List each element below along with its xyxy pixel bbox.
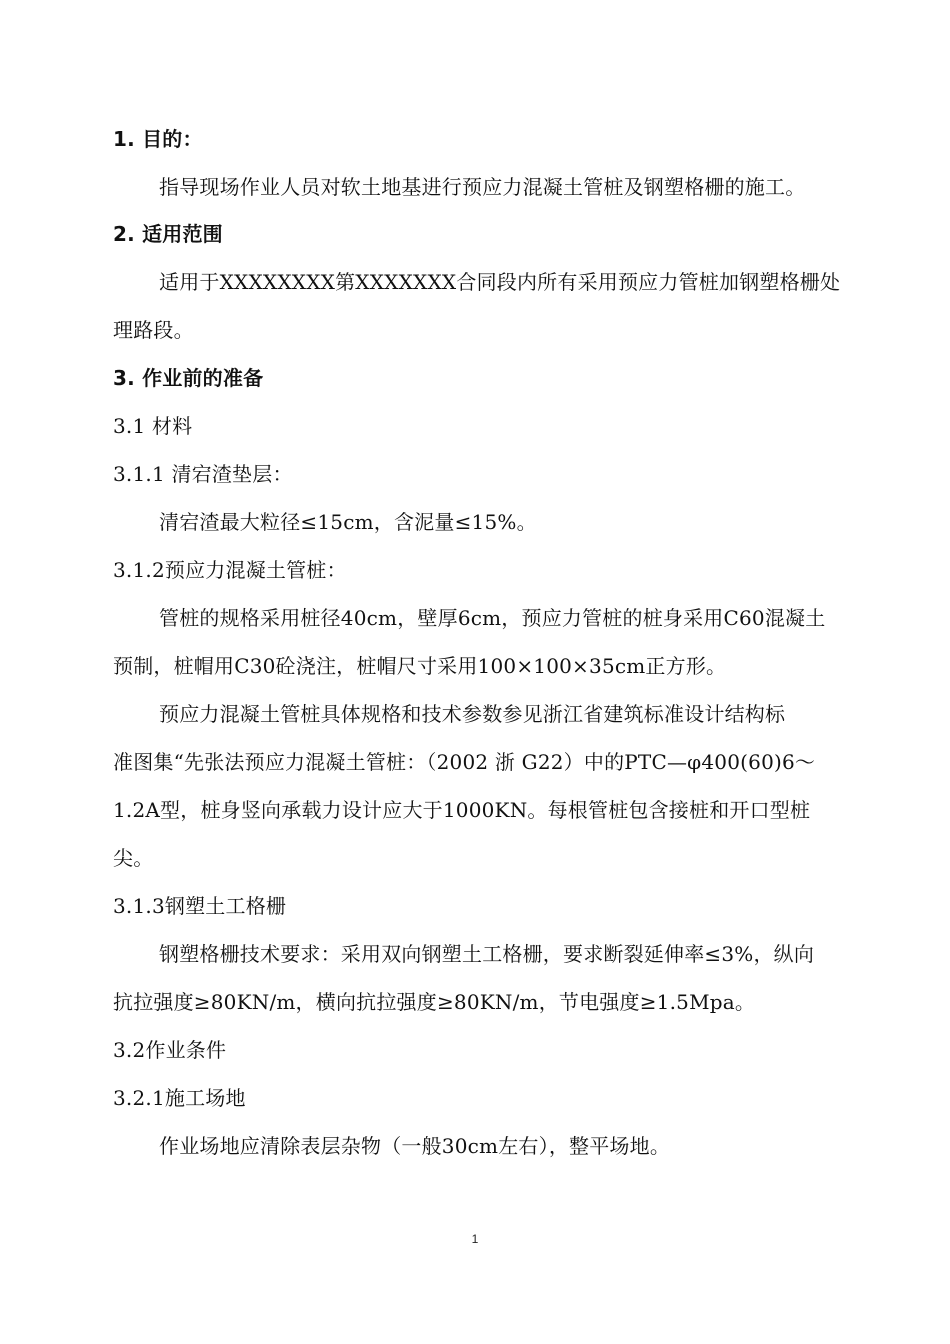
subsection-3-1-3-heading: 3.1.3钢塑土工格栅 [113, 894, 287, 918]
page-number: 1 [471, 1232, 479, 1246]
pipe-pile-spec-line-2: 预制，桩帽用C30砼浇注，桩帽尺寸采用100×100×35cm正方形。 [113, 654, 727, 678]
subsection-3-1-1-paragraph: 清宕渣最大粒径≤15cm，含泥量≤15%。 [159, 510, 537, 534]
pipe-pile-spec-line-1: 管桩的规格采用桩径40cm，壁厚6cm，预应力管桩的桩身采用C60混凝土 [159, 606, 826, 630]
subsection-3-2-heading: 3.2作业条件 [113, 1038, 227, 1062]
site-prep-paragraph: 作业场地应清除表层杂物（一般30cm左右），整平场地。 [159, 1134, 671, 1158]
pipe-pile-params-line-3: 1.2A型，桩身竖向承载力设计应大于1000KN。每根管桩包含接桩和开口型桩 [113, 798, 811, 822]
subsection-3-1-2-heading: 3.1.2预应力混凝土管桩： [113, 558, 347, 582]
pipe-pile-params-line-1: 预应力混凝土管桩具体规格和技术参数参见浙江省建筑标准设计结构标 [159, 702, 786, 726]
section-1-paragraph: 指导现场作业人员对软土地基进行预应力混凝土管桩及钢塑格栅的施工。 [159, 175, 806, 199]
pipe-pile-params-line-2: 准图集“先张法预应力混凝土管桩：（2002 浙 G22）中的PTC—φ400(60)6～ [113, 750, 816, 774]
section-1-heading: 1. 目的： [113, 127, 203, 151]
section-2-paragraph-line-1: 适用于XXXXXXXX第XXXXXXX合同段内所有采用预应力管桩加钢塑格栅处 [159, 270, 841, 294]
geogrid-spec-line-1: 钢塑格栅技术要求：采用双向钢塑土工格栅，要求断裂延伸率≤3%，纵向 [159, 942, 815, 966]
subsection-3-1-heading: 3.1 材料 [113, 414, 193, 438]
pipe-pile-params-line-4: 尖。 [113, 846, 154, 870]
section-2-paragraph-line-2: 理路段。 [113, 318, 194, 342]
section-2-heading: 2. 适用范围 [113, 222, 223, 246]
geogrid-spec-line-2: 抗拉强度≥80KN/m，横向抗拉强度≥80KN/m，节电强度≥1.5Mpa。 [113, 990, 756, 1014]
subsection-3-2-1-heading: 3.2.1施工场地 [113, 1086, 246, 1110]
section-3-heading: 3. 作业前的准备 [113, 366, 264, 390]
subsection-3-1-1-heading: 3.1.1 清宕渣垫层： [113, 462, 293, 486]
